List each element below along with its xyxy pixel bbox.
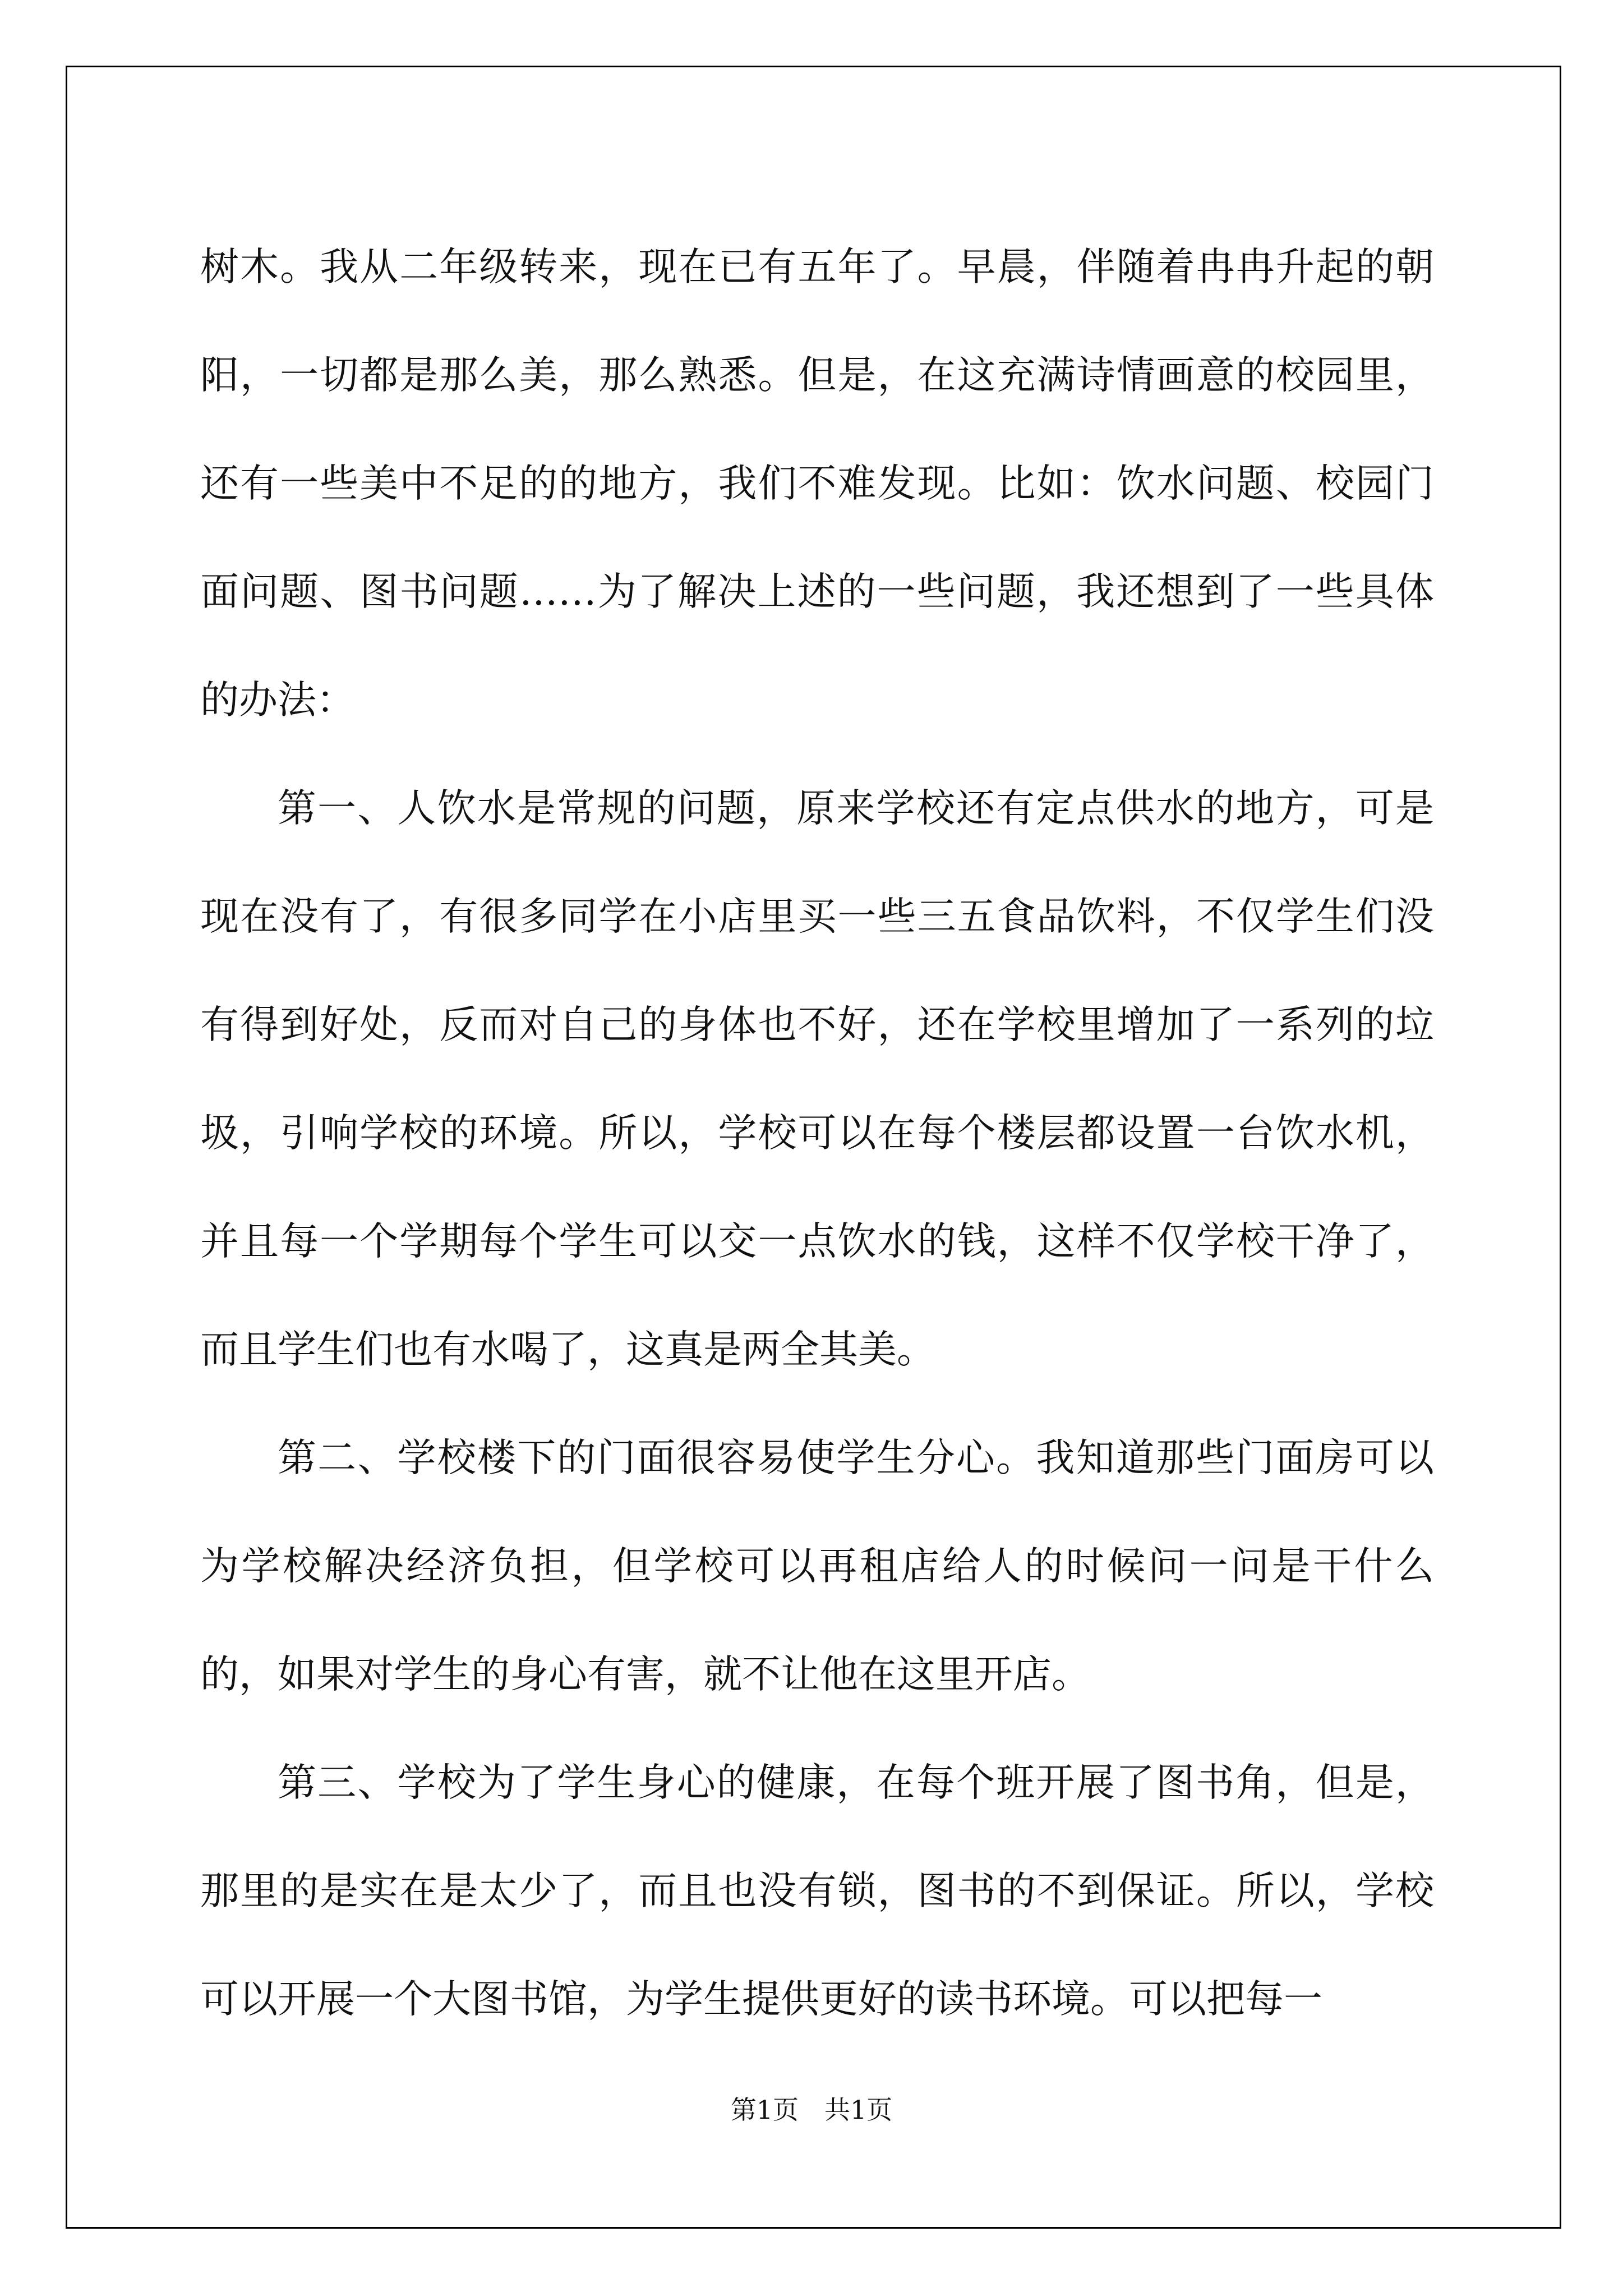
page-number: 第1页 (730, 2095, 799, 2125)
page-total: 共1页 (824, 2095, 893, 2125)
page-footer (0, 2090, 1623, 2127)
paragraph-second-point: 第二、学校楼下的门面很容易使学生分心。我知道那些门面房可以为学校解决经济负担，但学校可以再租店给人的时候问一问是干什么的，如果对学生的身心有害，就不让他在这里开店。 (200, 1435, 1434, 1697)
paragraph-first-point: 第一、人饮水是常规的问题，原来学校还有定点供水的地方，可是现在没有了，有很多同学在小店里买一些三五食品饮料，不仅学生们没有得到好处，反而对自己的身体也不好，还在学校里增加了一系列的垃圾，引响学校的环境。所以，学校可以在每个楼层都设置一台饮水机，并且每一个学期每个学生可以交一点饮水的钱，这样不仅学校干净了，而且学生们也有水喝了，这真是两全其美。 (200, 786, 1434, 1372)
paragraph-third-point: 第三、学校为了学生身心的健康，在每个班开展了图书角，但是，那里的是实在是太少了，而且也没有锁，图书的不到保证。所以，学校可以开展一个大图书馆，为学生提供更好的读书环境。可以把每一 (200, 1760, 1434, 2022)
paragraph-intro: 树木。我从二年级转来，现在已有五年了。早晨，伴随着冉冉升起的朝阳，一切都是那么美，那么熟悉。但是，在这充满诗情画意的校园里，还有一些美中不足的的地方，我们不难发现。比如：饮水问题、校园门面问题、图书问题……为了解决上述的一些问题，我还想到了一些具体的办法： (200, 245, 1434, 723)
document-body (200, 213, 1434, 2054)
